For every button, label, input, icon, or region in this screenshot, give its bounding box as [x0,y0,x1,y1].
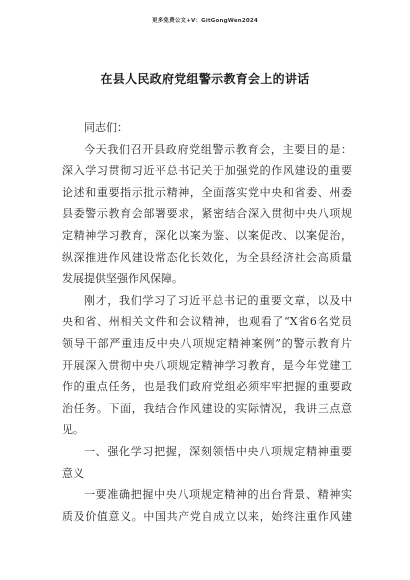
paragraph-line: 定精神学习教育，深化以案为鉴、以案促改、以案促治， [62,228,352,242]
paragraph-line: 治任务。下面，我结合作风建设的实际情况，我讲三点意 [62,401,352,415]
paragraph-line: 发展提供坚强作风保障。 [62,272,183,286]
paragraph-line: 深入学习贯彻习近平总书记关于加强党的作风建设的重要 [62,164,352,178]
paragraph-line: 质及价值意义。中国共产党自成立以来，始终注重作风建 [62,509,352,523]
paragraph-line: 纵深推进作风建设常态化长效化，为全县经济社会高质量 [62,250,352,264]
paragraph-line: 见。 [62,423,84,437]
paragraph-line: 领导干部严重违反中央八项规定精神案例”的警示教育片 [62,336,352,350]
paragraph-line: 一要准确把握中央八项规定精神的出台背景、精神实 [84,488,352,502]
paragraph-line: 县委警示教育会部署要求，紧密结合深入贯彻中央八项规 [62,207,352,221]
section-heading-line: 意义 [62,466,84,480]
paragraph-line: 央和省、州相关文件和会议精神，也观看了“X省6名党员 [62,315,352,329]
paragraph-line: 今天我们召开县政府党组警示教育会，主要目的是： [84,142,352,156]
paragraph-line: 刚才，我们学习了习近平总书记的重要文章，以及中 [84,293,352,307]
document-body [62,117,352,527]
paragraph-line: 论述和重要指示批示精神，全面落实党中央和省委、州委 [62,185,352,199]
document-title: 在县人民政府党组警示教育会上的讲话 [100,72,310,86]
section-heading-line: 一、强化学习把握，深刻领悟中央八项规定精神重要 [84,444,352,458]
salutation-line: 同志们： [84,121,128,134]
header-note: 更多免费公文+V：GitGongWen2024 [152,18,258,24]
paragraph-line: 作的重点任务，也是我们政府党组必须牢牢把握的重要政 [62,380,352,394]
paragraph-line: 开展深入贯彻中央八项规定精神学习教育，是今年党建工 [62,358,352,372]
